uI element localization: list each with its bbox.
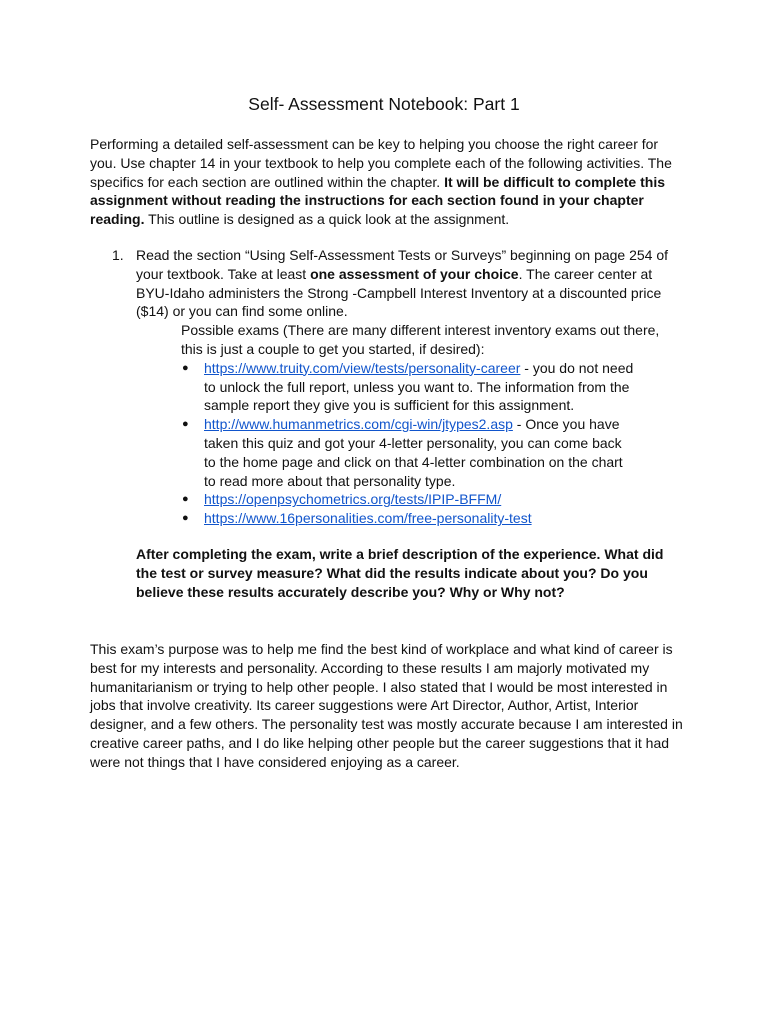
possible-exams-note: Possible exams (There are many different interest inventory exams out there, this is just a couple to get you started, if desired): [181,322,660,357]
intro-bold-warning: It will be difficult to complete this assignment without reading the instructions for each section found in your chapter reading. [90,173,665,228]
humanmetrics-link[interactable]: http://www.humanmetrics.com/cgi-win/jtypes2.asp [204,416,513,433]
list-item [182,359,636,415]
bullet-icon: ● [182,512,189,525]
student-answer: This exam’s purpose was to help me find the best kind of workplace and what kind of career is best for my interests and personality. According to these results I am majorly motivated my humanitarianism or trying to help other people. I also stated that I would be most interested in jobs that involve creativity. Its career suggestions were Art Director, Author, Artist, Interior designer, and a few others. The personality test was mostly accurate because I am interested in creative career paths, and I do like helping other people but the career suggestions that it had were not things that I have considered enjoying as a career. [90,641,683,770]
list-item-1 [112,246,682,528]
item-1-text-2: . The career center at BYU-Idaho administers the Strong -Campbell Interest Inventory at a discounted price ($14) or you can find some online. [136,265,662,320]
openpsychometrics-link[interactable]: https://openpsychometrics.org/tests/IPIP-BFFM/ [204,491,502,508]
exam-links-list [182,359,636,528]
intro-paragraph [90,135,680,229]
assignment-question: After completing the exam, write a brief description of the experience. What did the test or survey measure? What did the results indicate about you? Do you believe these results accurately describe you? Why or Why not? [136,546,664,600]
page-title: Self- Assessment Notebook: Part 1 [248,94,520,114]
item-1-text-1: Read the section “Using Self-Assessment Tests or Surveys” beginning on page 254 of your textbook. Take at least [136,247,669,282]
item-1-bold: one assessment of your choice [310,265,519,282]
list-item [182,509,636,528]
bullet-icon: ● [182,493,189,506]
list-item [182,415,636,490]
intro-text-2: This outline is designed as a quick look at the assignment. [144,211,510,228]
list-item-1-body [136,246,682,321]
list-item [182,490,636,509]
bullet-text: - you do not need to unlock the full report, unless you want to. The information from the sample report they give you is sufficient for this assignment. [204,359,634,414]
bullet-icon: ● [182,361,189,374]
list-number: 1. [112,247,124,263]
intro-text-1: Performing a detailed self-assessment can be key to helping you choose the right career for you. Use chapter 14 in your textbook to help you complete each of the following activities. The specifics for each section are outlined within the chapter. [90,136,672,190]
truity-link[interactable]: https://www.truity.com/view/tests/personality-career [204,359,521,376]
bullet-icon: ● [182,418,189,431]
bullet-text: - Once you have taken this quiz and got your 4-letter personality, you can come back to the home page and click on that 4-letter combination on the chart to read more about that personality type. [204,416,623,489]
16personalities-link[interactable]: https://www.16personalities.com/free-personality-test [204,510,532,527]
